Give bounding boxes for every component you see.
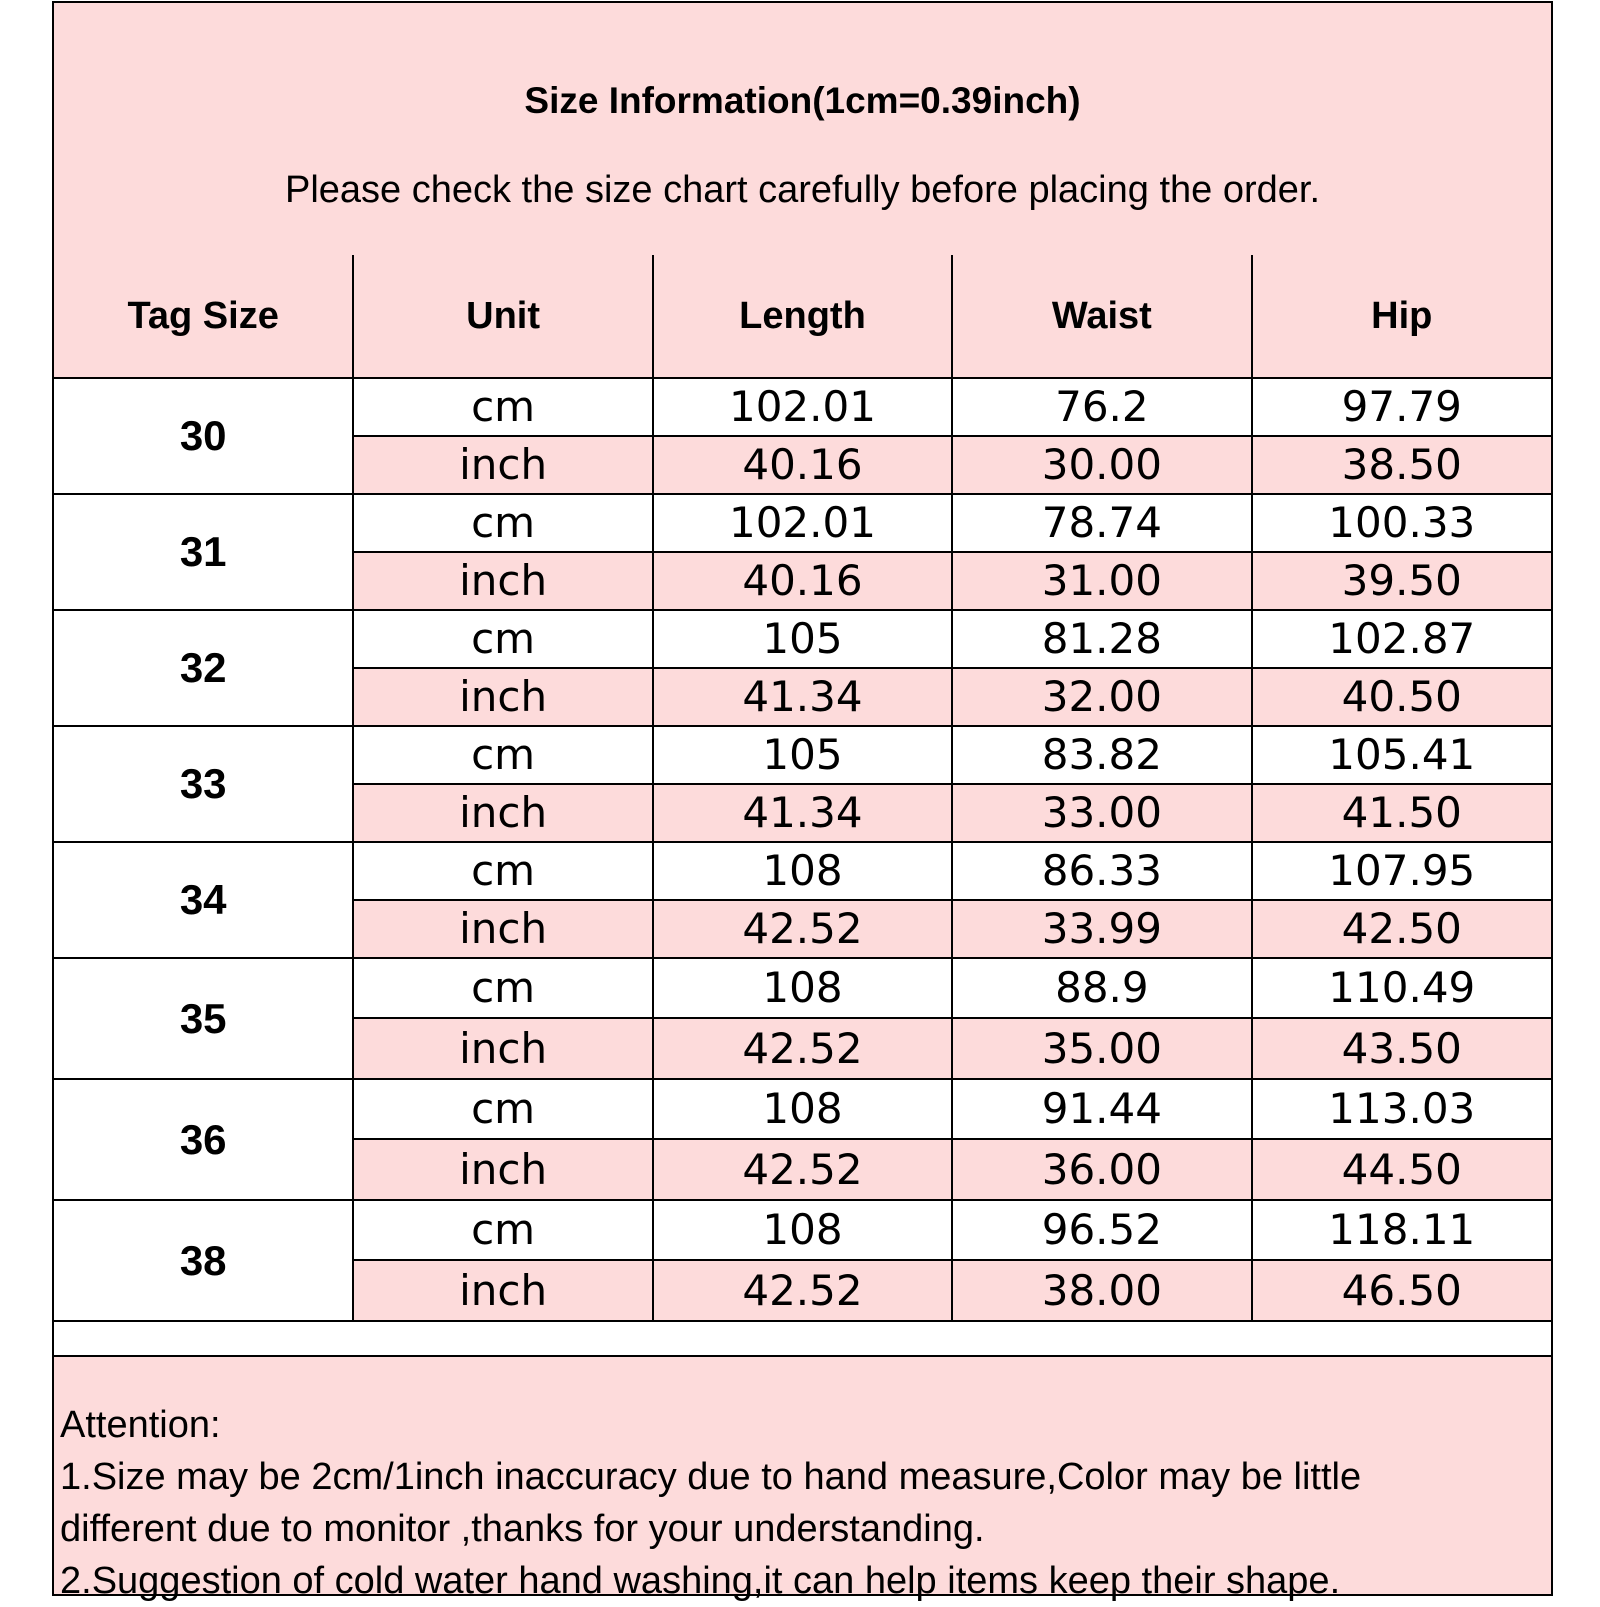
length-cell: 102.01 <box>653 378 952 436</box>
table-row <box>54 958 1551 1018</box>
table-row <box>54 1079 1551 1139</box>
hip-cell: 38.50 <box>1252 436 1551 494</box>
waist-cell: 35.00 <box>952 1018 1251 1079</box>
waist-cell: 33.99 <box>952 900 1251 958</box>
hip-cell: 43.50 <box>1252 1018 1551 1079</box>
length-cell: 108 <box>653 958 952 1018</box>
header-hip: Hip <box>1252 255 1551 378</box>
length-cell: 108 <box>653 842 952 900</box>
hip-cell: 42.50 <box>1252 900 1551 958</box>
header-unit: Unit <box>353 255 652 378</box>
table-row <box>54 610 1551 668</box>
length-cell: 40.16 <box>653 552 952 610</box>
unit-cell: cm <box>353 726 652 784</box>
length-cell: 42.52 <box>653 900 952 958</box>
waist-cell: 83.82 <box>952 726 1251 784</box>
header-length: Length <box>653 255 952 378</box>
hip-cell: 100.33 <box>1252 494 1551 552</box>
length-cell: 102.01 <box>653 494 952 552</box>
chart-subtitle: Please check the size chart carefully before placing the order. <box>284 169 1321 211</box>
length-cell: 41.34 <box>653 784 952 842</box>
unit-cell: inch <box>353 552 652 610</box>
hip-cell: 39.50 <box>1252 552 1551 610</box>
unit-cell: cm <box>353 842 652 900</box>
hip-cell: 113.03 <box>1252 1079 1551 1139</box>
header-row <box>54 255 1551 378</box>
unit-cell: cm <box>353 378 652 436</box>
tag-size-cell: 34 <box>54 842 353 958</box>
length-cell: 105 <box>653 726 952 784</box>
unit-cell: inch <box>353 900 652 958</box>
table-row <box>54 378 1551 436</box>
hip-cell: 102.87 <box>1252 610 1551 668</box>
waist-cell: 88.9 <box>952 958 1251 1018</box>
length-cell: 42.52 <box>653 1018 952 1079</box>
hip-cell: 118.11 <box>1252 1200 1551 1260</box>
length-cell: 40.16 <box>653 436 952 494</box>
subtitle-row <box>54 129 1551 257</box>
waist-cell: 33.00 <box>952 784 1251 842</box>
chart-title: Size Information(1cm=0.39inch) <box>524 80 1081 121</box>
tag-size-cell: 33 <box>54 726 353 842</box>
tag-size-cell: 35 <box>54 958 353 1079</box>
attention-line-1b: different due to monitor ,thanks for your understanding. <box>60 1508 985 1550</box>
waist-cell: 31.00 <box>952 552 1251 610</box>
unit-cell: cm <box>353 958 652 1018</box>
hip-cell: 40.50 <box>1252 668 1551 726</box>
unit-cell: inch <box>353 1018 652 1079</box>
hip-cell: 41.50 <box>1252 784 1551 842</box>
waist-cell: 91.44 <box>952 1079 1251 1139</box>
waist-cell: 86.33 <box>952 842 1251 900</box>
unit-cell: inch <box>353 436 652 494</box>
size-table-body <box>54 378 1551 1321</box>
hip-cell: 97.79 <box>1252 378 1551 436</box>
unit-cell: cm <box>353 1200 652 1260</box>
tag-size-cell: 30 <box>54 378 353 494</box>
size-chart <box>52 1 1553 1602</box>
table-row <box>54 494 1551 552</box>
hip-cell: 105.41 <box>1252 726 1551 784</box>
length-cell: 108 <box>653 1079 952 1139</box>
unit-cell: inch <box>353 1260 652 1321</box>
tag-size-cell: 31 <box>54 494 353 610</box>
unit-cell: cm <box>353 1079 652 1139</box>
hip-cell: 110.49 <box>1252 958 1551 1018</box>
table-row <box>54 842 1551 900</box>
waist-cell: 96.52 <box>952 1200 1251 1260</box>
unit-cell: inch <box>353 1139 652 1200</box>
waist-cell: 81.28 <box>952 610 1251 668</box>
hip-cell: 44.50 <box>1252 1139 1551 1200</box>
unit-cell: inch <box>353 668 652 726</box>
title-row <box>54 3 1551 131</box>
unit-cell: cm <box>353 610 652 668</box>
length-cell: 42.52 <box>653 1139 952 1200</box>
tag-size-cell: 36 <box>54 1079 353 1200</box>
header-tag-size: Tag Size <box>54 255 353 378</box>
attention-line-1a: 1.Size may be 2cm/1inch inaccuracy due to hand measure,Color may be little <box>60 1456 1362 1498</box>
length-cell: 41.34 <box>653 668 952 726</box>
waist-cell: 30.00 <box>952 436 1251 494</box>
attention-heading: Attention: <box>60 1404 221 1446</box>
unit-cell: cm <box>353 494 652 552</box>
table-row <box>54 1200 1551 1260</box>
tag-size-cell: 32 <box>54 610 353 726</box>
waist-cell: 78.74 <box>952 494 1251 552</box>
waist-cell: 32.00 <box>952 668 1251 726</box>
waist-cell: 76.2 <box>952 378 1251 436</box>
attention-text <box>60 1399 1541 1607</box>
tag-size-cell: 38 <box>54 1200 353 1321</box>
table-row <box>54 726 1551 784</box>
length-cell: 105 <box>653 610 952 668</box>
size-table <box>54 255 1551 1322</box>
header-waist: Waist <box>952 255 1251 378</box>
length-cell: 42.52 <box>653 1260 952 1321</box>
hip-cell: 107.95 <box>1252 842 1551 900</box>
hip-cell: 46.50 <box>1252 1260 1551 1321</box>
waist-cell: 38.00 <box>952 1260 1251 1321</box>
attention-line-2: 2.Suggestion of cold water hand washing,it can help items keep their shape. <box>60 1560 1341 1602</box>
waist-cell: 36.00 <box>952 1139 1251 1200</box>
attention-section <box>54 1355 1551 1602</box>
length-cell: 108 <box>653 1200 952 1260</box>
unit-cell: inch <box>353 784 652 842</box>
